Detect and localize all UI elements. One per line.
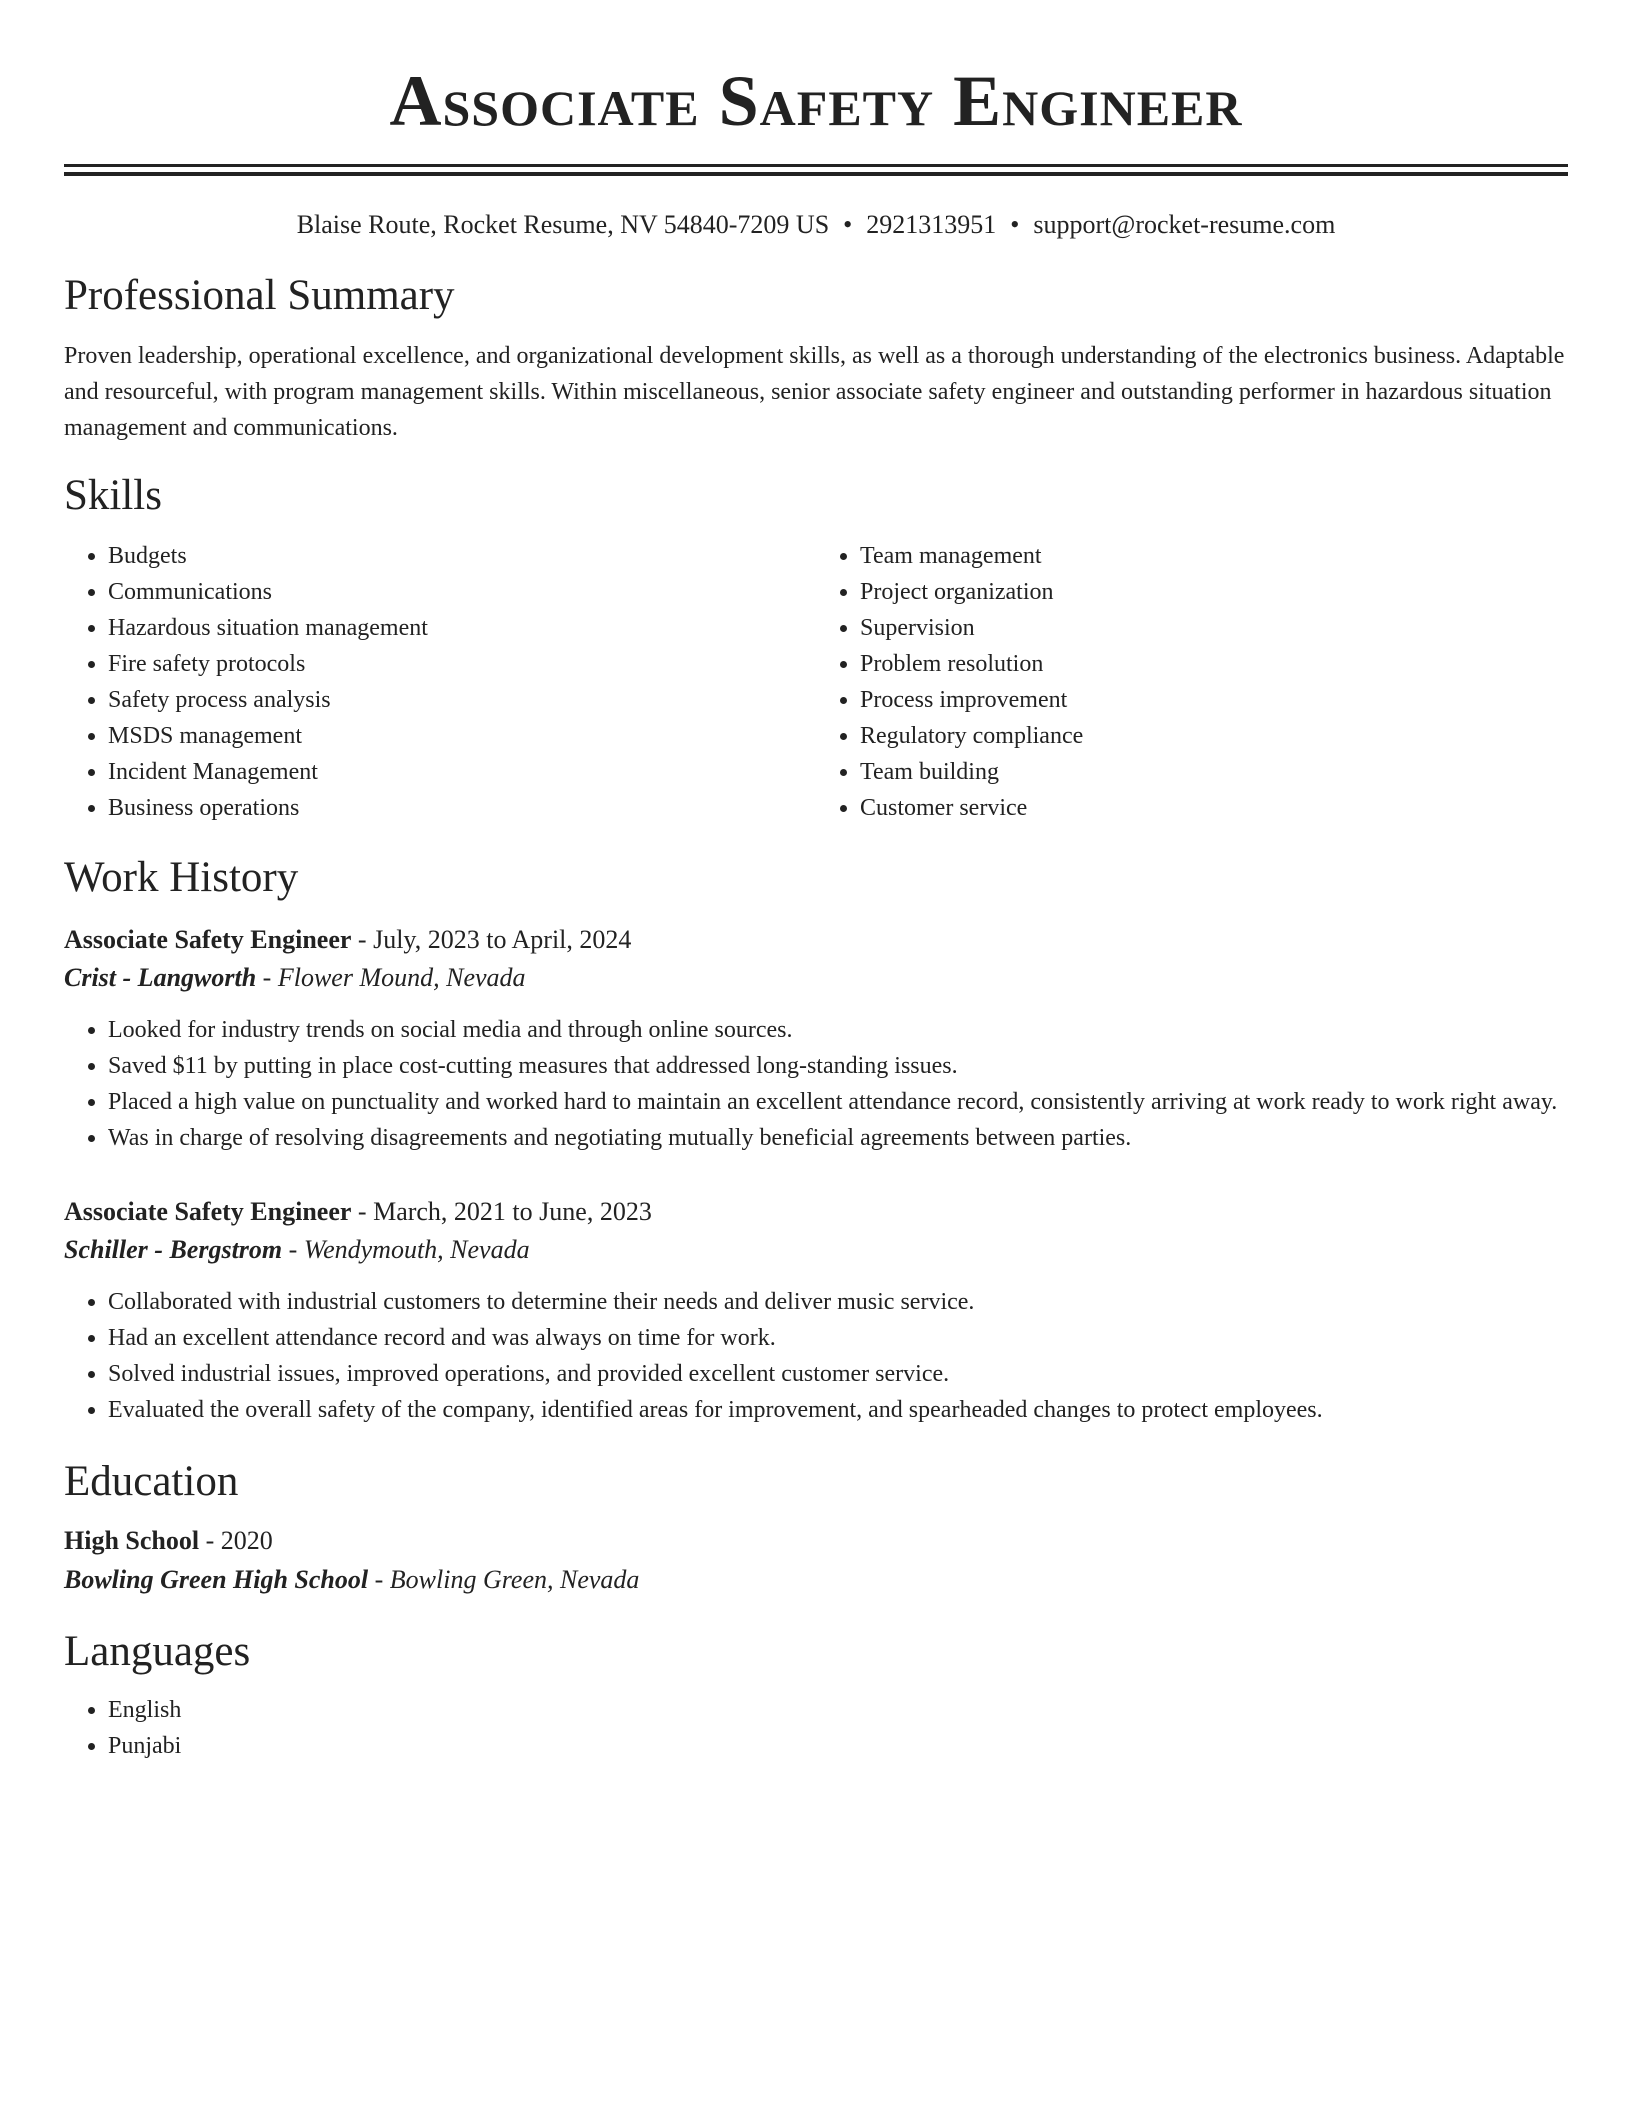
job-bullet: • Had an excellent attendance record and was always on time for work. [108, 1320, 1568, 1356]
skill-item: • MSDS management [108, 718, 816, 754]
job-bullets [64, 1284, 1568, 1428]
education-degree-line: High School - 2020 [64, 1526, 273, 1555]
job-bullet: • Placed a high value on punctuality and worked hard to maintain an excellent attendance record, consistently arriving at work ready to work right away. [108, 1084, 1568, 1120]
skill-item: • Safety process analysis [108, 682, 816, 718]
skill-item: • Team building [860, 754, 1568, 790]
job-bullet: • Solved industrial issues, improved operations, and provided excellent customer service. [108, 1356, 1568, 1392]
contact-line [64, 208, 1568, 242]
job-title: Associate Safety Engineer [64, 925, 352, 954]
contact-address: Blaise Route, Rocket Resume, NV 54840-7209 US [296, 210, 830, 239]
job-title-line: Associate Safety Engineer - March, 2021 to June, 2023 [64, 1197, 652, 1226]
job-bullets [64, 1012, 1568, 1156]
education-degree: High School [64, 1526, 200, 1555]
skill-item: • Hazardous situation management [108, 610, 816, 646]
job-location: Flower Mound, Nevada [277, 963, 526, 992]
skill-item: • Project organization [860, 574, 1568, 610]
job-entry [64, 922, 1568, 1156]
contact-separator: • [1010, 210, 1020, 239]
languages-list [64, 1692, 1568, 1764]
education-school-line: Bowling Green High School - Bowling Green, Nevada [64, 1565, 640, 1594]
skill-item: • Customer service [860, 790, 1568, 826]
job-location: Wendymouth, Nevada [303, 1235, 530, 1264]
contact-separator: • [843, 210, 853, 239]
job-dates: March, 2021 to June, 2023 [373, 1197, 652, 1226]
header-divider-top [64, 164, 1568, 167]
skill-item: • Communications [108, 574, 816, 610]
skill-item: • Process improvement [860, 682, 1568, 718]
contact-email: support@rocket-resume.com [1033, 210, 1336, 239]
job-entry [64, 1194, 1568, 1428]
skill-item: • Team management [860, 538, 1568, 574]
skills-list-left [64, 538, 816, 826]
job-bullet: • Saved $11 by putting in place cost-cutting measures that addressed long-standing issues. [108, 1048, 1568, 1084]
skills-grid [64, 538, 1568, 826]
languages-heading: Languages [64, 1628, 251, 1675]
job-bullet: • Looked for industry trends on social media and through online sources. [108, 1012, 1568, 1048]
job-bullet: • Was in charge of resolving disagreements and negotiating mutually beneficial agreements between parties. [108, 1120, 1568, 1156]
summary-text: Proven leadership, operational excellence, and organizational development skills, as well as a thorough understanding of the electronics business. Adaptable and resourceful, with program management skills. Within miscellaneous, senior associate safety engineer and outstanding performer in hazardous situation management and communications. [64, 343, 1565, 441]
job-bullet: • Evaluated the overall safety of the company, identified areas for improvement, and spearheaded changes to protect employees. [108, 1392, 1568, 1428]
resume-title: Associate Safety Engineer [389, 61, 1243, 141]
skills-list-right [816, 538, 1568, 826]
skill-item: • Fire safety protocols [108, 646, 816, 682]
work-history-heading: Work History [64, 854, 299, 901]
work-history-section [64, 852, 1568, 1428]
education-school: Bowling Green High School [64, 1565, 369, 1594]
job-company: Crist - Langworth [64, 963, 257, 992]
contact-phone: 2921313951 [866, 210, 997, 239]
summary-section [64, 270, 1568, 446]
summary-heading: Professional Summary [64, 272, 455, 319]
job-company-line: Schiller - Bergstrom - Wendymouth, Nevada [64, 1235, 530, 1264]
skills-heading: Skills [64, 472, 162, 519]
skill-item: • Problem resolution [860, 646, 1568, 682]
job-company-line: Crist - Langworth - Flower Mound, Nevada [64, 963, 526, 992]
language-item: • English [108, 1692, 1568, 1728]
education-location: Bowling Green, Nevada [389, 1565, 640, 1594]
job-title-line: Associate Safety Engineer - July, 2023 to April, 2024 [64, 925, 632, 954]
skill-item: • Supervision [860, 610, 1568, 646]
job-bullet: • Collaborated with industrial customers to determine their needs and deliver music service. [108, 1284, 1568, 1320]
skill-item: • Regulatory compliance [860, 718, 1568, 754]
language-item: • Punjabi [108, 1728, 1568, 1764]
education-section [64, 1456, 1568, 1600]
education-entry [64, 1522, 1568, 1600]
job-title: Associate Safety Engineer [64, 1197, 352, 1226]
job-dates: July, 2023 to April, 2024 [373, 925, 632, 954]
skill-item: • Business operations [108, 790, 816, 826]
skill-item: • Incident Management [108, 754, 816, 790]
header-divider-bottom [64, 172, 1568, 176]
languages-section [64, 1626, 1568, 1764]
job-company: Schiller - Bergstrom [64, 1235, 283, 1264]
skills-section [64, 470, 1568, 826]
skill-item: • Budgets [108, 538, 816, 574]
education-year: 2020 [220, 1526, 273, 1555]
education-heading: Education [64, 1458, 239, 1505]
